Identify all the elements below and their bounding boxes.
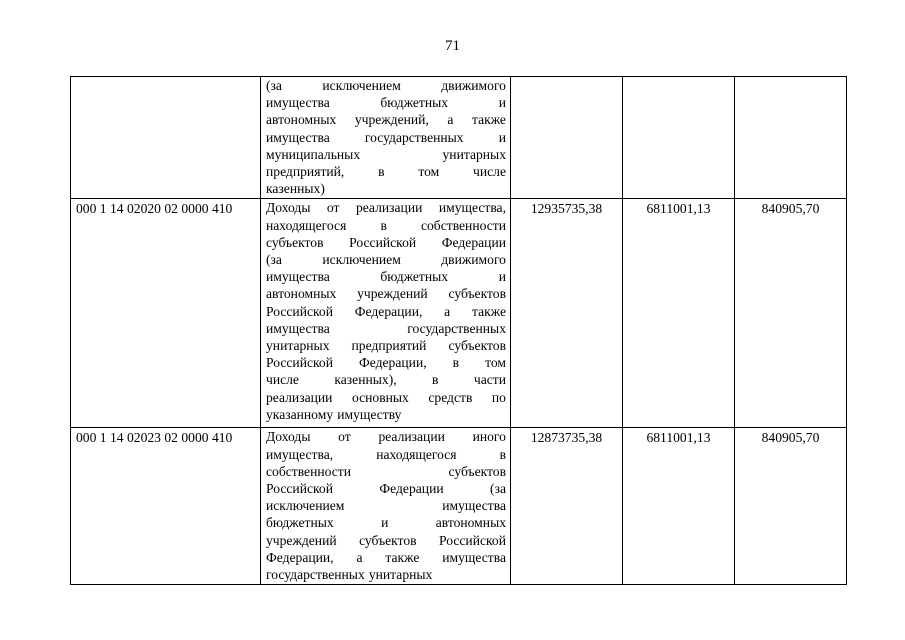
description-line: государственных унитарных — [266, 567, 433, 583]
value-3: 840905,70 — [735, 428, 847, 585]
description — [261, 428, 511, 585]
revenue-table — [70, 76, 847, 585]
table-row — [71, 428, 847, 585]
description-line: Российской Федерации, в том — [266, 355, 506, 371]
description-line: Российской Федерации, а также — [266, 303, 506, 319]
description-line: автономных учреждений, а также — [266, 112, 506, 128]
description-line: указанному имуществу — [266, 406, 402, 422]
description-line: (за исключением движимого — [266, 78, 506, 93]
value-1: 12935735,38 — [511, 199, 623, 428]
description-line: находящегося в собственности — [266, 217, 506, 233]
value-3: 840905,70 — [735, 199, 847, 428]
table-row — [71, 77, 847, 199]
description-line: реализации основных средств по — [266, 389, 506, 405]
value-2: 6811001,13 — [623, 428, 735, 585]
description-line: Доходы от реализации иного — [266, 429, 506, 445]
value-1 — [511, 77, 623, 199]
description-line: Федерации, а также имущества — [266, 549, 506, 565]
value-2: 6811001,13 — [623, 199, 735, 428]
description-line: муниципальных унитарных — [266, 146, 506, 162]
budget-code: 000 1 14 02020 02 0000 410 — [71, 199, 261, 428]
description-line: исключением имущества — [266, 498, 506, 514]
description — [261, 77, 511, 199]
description-line: казенных) — [266, 181, 325, 197]
description-line: Российской Федерации (за — [266, 481, 506, 497]
description-line: (за исключением движимого — [266, 252, 506, 268]
description-line: автономных учреждений субъектов — [266, 286, 506, 302]
value-1: 12873735,38 — [511, 428, 623, 585]
description-line: числе казенных), в части — [266, 372, 506, 388]
description-line: учреждений субъектов Российской — [266, 532, 506, 548]
description-line: имущества государственных и — [266, 129, 506, 145]
budget-code: 000 1 14 02023 02 0000 410 — [71, 428, 261, 585]
description — [261, 199, 511, 428]
description-line: имущества, находящегося в — [266, 446, 506, 462]
description-line: собственности субъектов — [266, 463, 506, 479]
table-row — [71, 199, 847, 428]
description-line: субъектов Российской Федерации — [266, 234, 506, 250]
description-line: бюджетных и автономных — [266, 515, 506, 531]
value-2 — [623, 77, 735, 199]
description-line: унитарных предприятий субъектов — [266, 338, 506, 354]
budget-code — [71, 77, 261, 199]
description-line: имущества бюджетных и — [266, 95, 506, 111]
value-3 — [735, 77, 847, 199]
page-number: 71 — [445, 38, 460, 54]
description-line: Доходы от реализации имущества, — [266, 200, 506, 216]
description-line: предприятий, в том числе — [266, 164, 506, 180]
description-line: имущества государственных — [266, 320, 506, 336]
description-line: имущества бюджетных и — [266, 269, 506, 285]
